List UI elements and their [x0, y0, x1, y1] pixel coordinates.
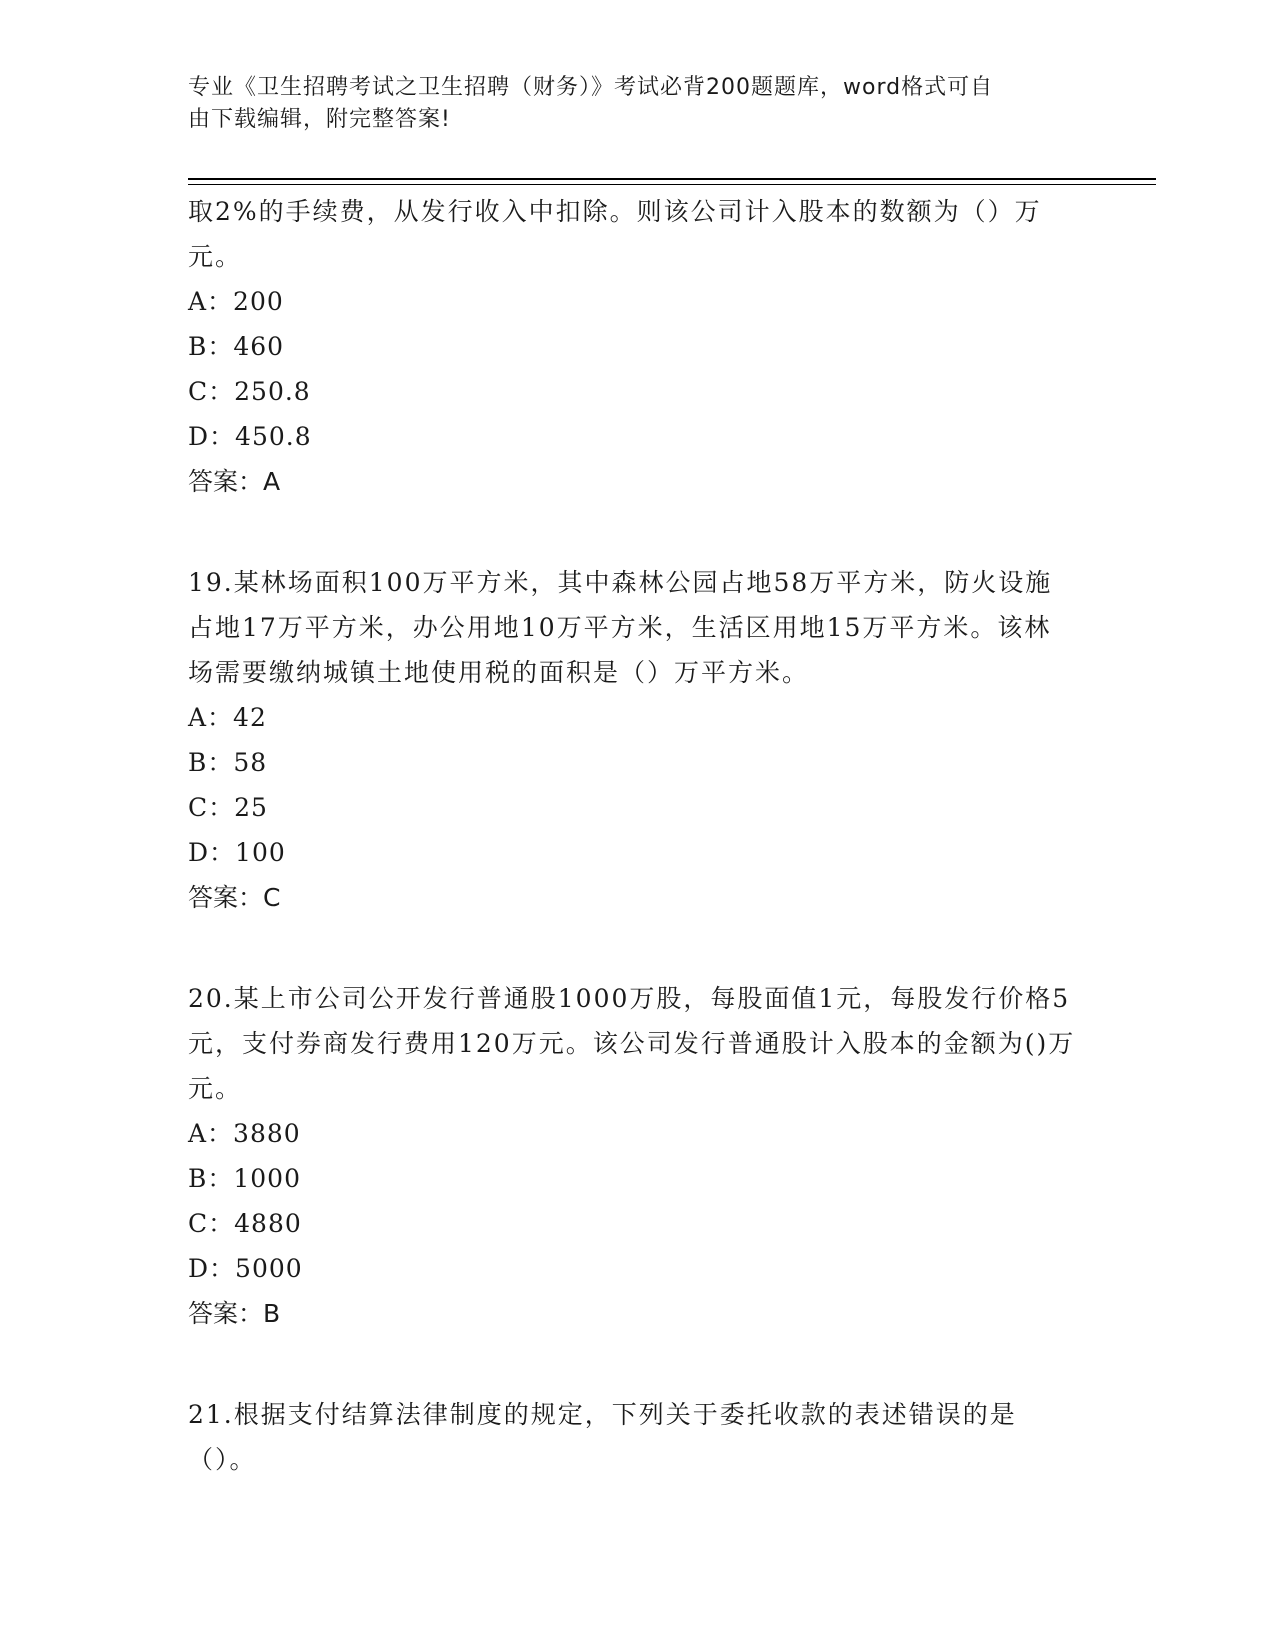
- answer-line: 答案：B: [188, 1299, 281, 1328]
- header-rule-thick: [188, 178, 1156, 180]
- question-stem: 取2%的手续费，从发行收入中扣除。则该公司计入股本的数额为（）万元。: [188, 197, 1042, 271]
- option-b: B：460: [188, 332, 285, 361]
- option-c: C：250.8: [188, 377, 311, 406]
- header-line-2: 由下载编辑，附完整答案!: [188, 107, 451, 132]
- option-a: A：3880: [188, 1119, 301, 1148]
- option-b: B：1000: [188, 1164, 301, 1193]
- question-19: [188, 560, 1078, 920]
- question-21: [188, 1392, 1078, 1482]
- answer-line: 答案：C: [188, 883, 281, 912]
- option-b: B：58: [188, 748, 268, 777]
- question-stem: 20.某上市公司公开发行普通股1000万股，每股面值1元，每股发行价格5元，支付券商发行费用120万元。该公司发行普通股计入股本的金额为()万元。: [188, 984, 1076, 1103]
- option-d: D：450.8: [188, 422, 312, 451]
- question-stem: 19.某林场面积100万平方米，其中森林公园占地58万平方米，防火设施占地17万平方米，办公用地10万平方米，生活区用地15万平方米。该林场需要缴纳城镇土地使用税的面积是（）万平方米。: [188, 568, 1053, 687]
- option-a: A：200: [188, 287, 284, 316]
- answer-line: 答案：A: [188, 467, 281, 496]
- header-line-1: 专业《卫生招聘考试之卫生招聘（财务）》考试必背200题题库，word格式可自: [188, 75, 994, 100]
- option-c: C：25: [188, 793, 268, 822]
- question-stem: 21.根据支付结算法律制度的规定，下列关于委托收款的表述错误的是（）。: [188, 1400, 1017, 1474]
- question-20: [188, 976, 1078, 1336]
- option-a: A：42: [188, 703, 267, 732]
- question-spacer: [188, 1336, 1078, 1392]
- header-rule-thin: [188, 184, 1156, 185]
- option-d: D：5000: [188, 1254, 303, 1283]
- option-d: D：100: [188, 838, 286, 867]
- option-c: C：4880: [188, 1209, 302, 1238]
- document-header: [188, 72, 1068, 136]
- question-spacer: [188, 920, 1078, 976]
- question-spacer: [188, 504, 1078, 560]
- questions-content: [188, 189, 1078, 1482]
- question-18: [188, 189, 1078, 504]
